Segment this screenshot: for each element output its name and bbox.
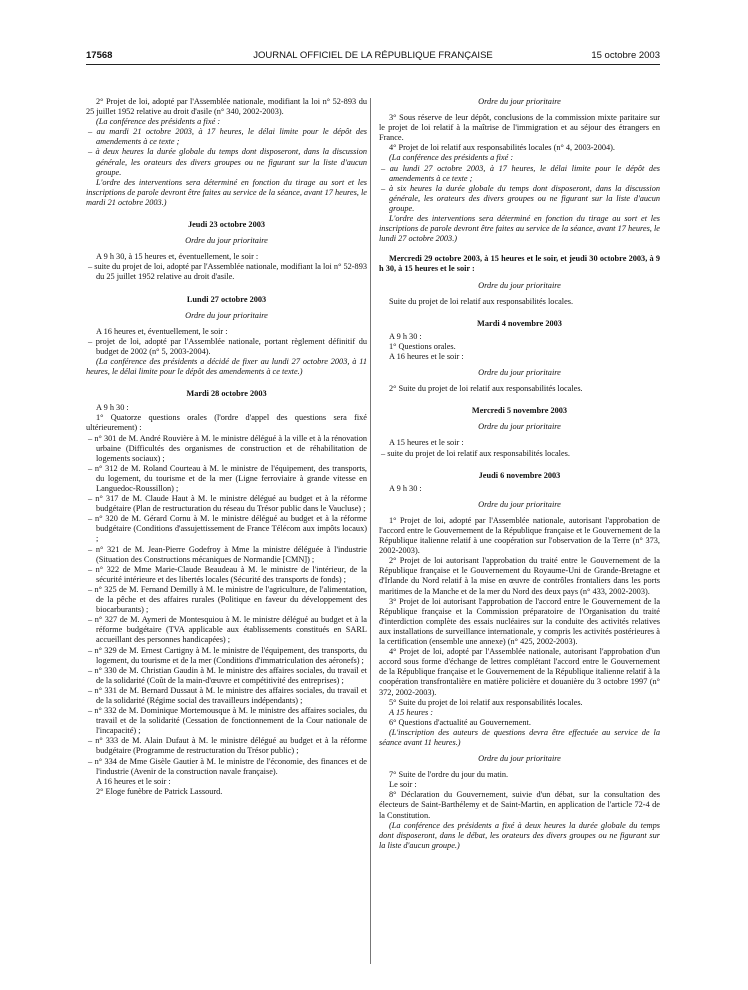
- day-heading: Mercredi 29 octobre 2003, à 15 heures et le soir, et jeudi 30 octobre 2003, à 9 h 30, à 15 heures et le soir :: [379, 254, 660, 274]
- question-item: – n° 312 de M. Roland Courteau à M. le ministre de l'équipement, des transports, du logement, du tourisme et de la mer (Ligne ferroviaire à grande vitesse en Languedoc-Roussillon) ;: [88, 463, 367, 493]
- question-item: – n° 327 de M. Aymeri de Montesquiou à M. le ministre délégué au budget et à la réforme budgétaire (TVA applicable aux établissements constitués en SARL accueillant des personnes handicapées) ;: [88, 615, 367, 645]
- agenda-subheading: Ordre du jour prioritaire: [478, 97, 561, 106]
- question-item: – n° 325 de M. Fernand Demilly à M. le ministre de l'agriculture, de l'alimentation, de la pêche et des affaires rurales (Politique en faveur du développement des biocarburants) ;: [88, 584, 367, 615]
- conference-note-item: – au lundi 27 octobre 2003, à 17 heures, le délai limite pour le dépôt des amendements à ce texte ;: [381, 163, 660, 183]
- conference-note: (La conférence des présidents a décidé de fixer au lundi 27 octobre 2003, à 11 heures, le délai limite pour le dépôt des amendements à ce texte.): [86, 356, 367, 377]
- paragraph: A 9 h 30 :: [96, 403, 129, 413]
- question-item: – n° 317 de M. Claude Haut à M. le ministre délégué au budget et à la réforme budgétaire (Plan de restructuration du réseau du Trésor public dans le Vaucluse) ;: [88, 494, 367, 514]
- question-item: – n° 320 de M. Gérard Cornu à M. le ministre délégué au budget et à la réforme budgétaire (Conditions d'assujettissement de France Télécom aux impôts locaux) ;: [88, 514, 367, 544]
- page-header: [86, 50, 660, 64]
- column-separator: [370, 98, 371, 964]
- conference-note: L'ordre des interventions sera déterminé en fonction du tirage au sort et les inscriptions de parole devront être faites au service de la séance, avant 17 heures, le mardi 21 octobre 2003.): [86, 177, 367, 207]
- question-item: – n° 322 de Mme Marie-Claude Beaudeau à M. le ministre de l'intérieur, de la sécurité intérieure et des libertés locales (Sécurité des transports de fonds) ;: [88, 564, 367, 584]
- conference-note: (La conférence des présidents a fixé :: [389, 153, 514, 163]
- header-rule: [86, 64, 660, 65]
- day-heading: Mercredi 5 novembre 2003: [471, 406, 568, 416]
- conference-note-item: – à deux heures la durée globale du temps dont disposeront, dans la discussion générale, les orateurs des divers groupes ou ne figurant sur la liste d'aucun groupe.: [88, 147, 367, 177]
- agenda-subheading: Ordre du jour prioritaire: [478, 280, 561, 290]
- paragraph: A 16 heures et le soir :: [96, 776, 171, 786]
- paragraph: A 9 h 30, à 15 heures et, éventuellement, le soir :: [96, 252, 259, 262]
- agenda-subheading: Ordre du jour prioritaire: [478, 754, 561, 764]
- conference-note: L'ordre des interventions sera déterminé en fonction du tirage au sort et les inscriptions de parole devront être faites au service de la séance, avant 17 heures, le lundi 27 octobre 2003.): [379, 214, 660, 244]
- paragraph: 4° Projet de loi relatif aux responsabilités locales (n° 4, 2003-2004).: [389, 143, 615, 153]
- paragraph: 2° Eloge funèbre de Patrick Lassourd.: [96, 786, 223, 796]
- paragraph: 2° Projet de loi, adopté par l'Assemblée nationale, modifiant la loi n° 52-893 du 25 juillet 1952 relative au droit d'asile (n° 340, 2002-2003).: [86, 97, 367, 117]
- question-item: – n° 332 de M. Dominique Mortemousque à M. le ministre des affaires sociales, du travail et de la solidarité (Cessation de fonctionnement de la Cour nationale de l'incapacité) ;: [88, 706, 367, 736]
- agenda-subheading: Ordre du jour prioritaire: [478, 499, 561, 509]
- paragraph: 5° Suite du projet de loi relatif aux responsabilités locales.: [389, 697, 583, 707]
- paragraph: A 9 h 30 :: [389, 483, 422, 493]
- conference-note-item: – à six heures la durée globale du temps dont disposeront, dans la discussion générale, les orateurs des divers groupes ou ne figurant sur la liste d'aucun groupe.: [381, 183, 660, 213]
- paragraph: 6° Questions d'actualité au Gouvernement.: [389, 717, 531, 727]
- question-item: – n° 334 de Mme Gisèle Gautier à M. le ministre de l'économie, des finances et de l'industrie (Avenir de la construction navale française).: [88, 756, 367, 776]
- question-item: – n° 333 de M. Alain Dufaut à M. le ministre délégué au budget et à la réforme budgétaire (Programme de restructuration du Trésor public) ;: [88, 736, 367, 756]
- day-heading: Mardi 28 octobre 2003: [186, 389, 267, 399]
- day-heading: Jeudi 6 novembre 2003: [478, 470, 561, 480]
- paragraph: 1° Quatorze questions orales (l'ordre d'appel des questions sera fixé ultérieurement) :: [86, 413, 367, 433]
- question-item: – n° 331 de M. Bernard Dussaut à M. le ministre des affaires sociales, du travail et de la solidarité (Régime social des travailleurs indépendants) ;: [88, 685, 367, 705]
- agenda-item: – suite du projet de loi, adopté par l'Assemblée nationale, modifiant la loi n° 52-893 du 25 juillet 1952 relative au droit d'asile.: [88, 262, 367, 282]
- paragraph: 2° Projet de loi autorisant l'approbation du traité entre le Gouvernement de la République française et le Gouvernement du Royaume-Uni de Grande-Bretagne et d'Irlande du Nord relatif à la mise en œuvre de contrôles frontaliers dans les ports maritimes de la Manche et de la mer du Nord des deux pays (n° 433, 2002-2003).: [379, 556, 660, 596]
- agenda-item: – projet de loi, adopté par l'Assemblée nationale, portant règlement définitif du budget de 2002 (n° 5, 2003-2004).: [88, 336, 367, 356]
- paragraph: Le soir :: [389, 780, 417, 790]
- agenda-subheading: Ordre du jour prioritaire: [185, 310, 268, 320]
- paragraph: 3° Sous réserve de leur dépôt, conclusions de la commission mixte paritaire sur le projet de loi relatif à la maîtrise de l'immigration et au séjour des étrangers en France.: [379, 113, 660, 143]
- paragraph: 7° Suite de l'ordre du jour du matin.: [389, 770, 509, 780]
- question-item: – n° 330 de M. Christian Gaudin à M. le ministre des affaires sociales, du travail et de la solidarité (Coût de la main-d'œuvre et compétitivité des entreprises) ;: [88, 665, 367, 685]
- issue-date: 15 octobre 2003: [591, 50, 660, 61]
- paragraph: 4° Projet de loi, adopté par l'Assemblée nationale, autorisant l'approbation d'un accord sous forme d'échange de lettres complétant l'accord entre le Gouvernement de la République française et le Gouvernement de la République italienne relatif à la coopération transfrontalière en matière policière et douanière du 3 octobre 1997 (n° 372, 2002-2003).: [379, 647, 660, 697]
- paragraph: A 16 heures et le soir :: [389, 351, 464, 361]
- conference-note: (La conférence des présidents a fixé :: [96, 117, 221, 127]
- question-item: – n° 301 de M. André Rouvière à M. le ministre délégué à la ville et à la rénovation urbaine (Difficultés des organismes de construction et de réhabilitation de logements sociaux) ;: [88, 433, 367, 463]
- journal-title: JOURNAL OFFICIEL DE LA RÉPUBLIQUE FRANÇAISE: [253, 50, 493, 61]
- paragraph: 8° Déclaration du Gouvernement, suivie d'un débat, sur la consultation des électeurs de Saint-Barthélemy et de Saint-Martin, en application de l'article 72-4 de la Constitution.: [379, 790, 660, 820]
- agenda-item: – suite du projet de loi relatif aux responsabilités locales.: [381, 448, 570, 458]
- day-heading: Jeudi 23 octobre 2003: [187, 220, 266, 230]
- agenda-subheading: Ordre du jour prioritaire: [478, 368, 561, 378]
- paragraph: A 15 heures :: [389, 707, 434, 717]
- conference-note: (La conférence des présidents a fixé à deux heures la durée globale du temps dont disposeront, dans le débat, les orateurs des divers groupes ou ne figurant sur la liste d'aucun groupe.): [379, 820, 660, 850]
- paragraph: Suite du projet de loi relatif aux responsabilités locales.: [389, 296, 574, 306]
- question-item: – n° 321 de M. Jean-Pierre Godefroy à Mme la ministre déléguée à l'industrie (Situation des Constructions mécaniques de Normandie [CMN]) ;: [88, 544, 367, 564]
- paragraph: 1° Questions orales.: [389, 341, 456, 351]
- paragraph: 3° Projet de loi autorisant l'approbation de l'accord entre le Gouvernement de la République française et la Commission préparatoire de l'Organisation du traité d'interdiction complète des essais nucléaires sur la conduite des activités relatives aux installations de surveillance internationale, y compris les activités postérieures à la certification (ensemble une annexe) (n° 425, 2002-2003).: [379, 596, 660, 647]
- right-column: [379, 97, 660, 851]
- paragraph: A 15 heures et le soir :: [389, 438, 464, 448]
- day-heading: Mardi 4 novembre 2003: [477, 318, 562, 328]
- day-heading: Lundi 27 octobre 2003: [186, 294, 267, 304]
- page-number: 17568: [86, 50, 113, 61]
- paragraph: 1° Projet de loi, adopté par l'Assemblée nationale, autorisant l'approbation de l'accord entre le Gouvernement de la République française et le Gouvernement de la République italienne relatif à une coopération sur l'observation de la Terre (n° 373, 2002-2003).: [379, 515, 660, 556]
- conference-note-item: – au mardi 21 octobre 2003, à 17 heures, le délai limite pour le dépôt des amendements à ce texte ;: [88, 127, 367, 147]
- paragraph: A 16 heures et, éventuellement, le soir :: [96, 326, 228, 336]
- paragraph: 2° Suite du projet de loi relatif aux responsabilités locales.: [389, 384, 583, 394]
- left-column: [86, 97, 367, 797]
- paragraph: A 9 h 30 :: [389, 331, 422, 341]
- agenda-subheading: Ordre du jour prioritaire: [478, 422, 561, 432]
- question-item: – n° 329 de M. Ernest Cartigny à M. le ministre de l'équipement, des transports, du logement, du tourisme et de la mer (Conditions d'immatriculation des aéronefs) ;: [88, 645, 367, 665]
- agenda-subheading: Ordre du jour prioritaire: [185, 236, 268, 246]
- conference-note: (L'inscription des auteurs de questions devra être effectuée au service de la séance avant 11 heures.): [379, 727, 660, 747]
